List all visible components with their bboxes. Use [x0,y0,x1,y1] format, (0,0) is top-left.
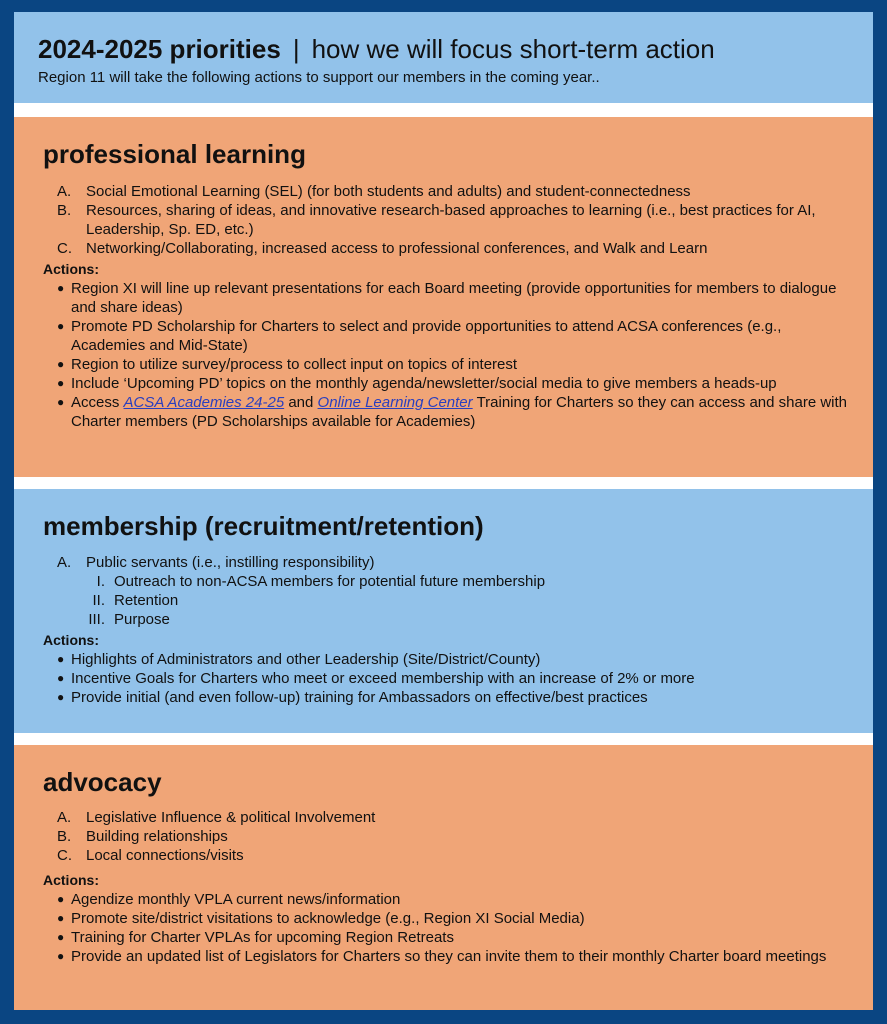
action-text: Agendize monthly VPLA current news/information [71,891,401,908]
bullet-icon: ● [57,652,65,666]
section-title: advocacy [43,767,162,797]
section-advocacy [14,745,873,1010]
list-item-text: Resources, sharing of ideas, and innovative research-based approaches to learning (i.e., best practices for AI, Leadership, Sp. ED, etc.) [86,202,816,238]
actions-label: Actions: [43,632,99,648]
action-item [43,890,851,909]
actions-list [43,890,851,966]
section-body [43,182,851,431]
action-text [71,393,851,431]
list-item [43,553,851,572]
sub-list-item [43,591,851,610]
list-marker: C. [57,240,72,257]
list-marker: A. [57,809,72,826]
section-professional-learning [14,117,873,477]
list-item-text: Purpose [114,611,170,628]
list-item-text: Retention [114,592,179,609]
priority-list [43,182,851,258]
action-item [43,317,851,355]
actions-label: Actions: [43,872,99,888]
action-text: Provide initial (and even follow-up) training for Ambassadors on effective/best practices [71,689,648,706]
actions-list [43,650,851,707]
action-prefix: Access [71,394,120,411]
action-text: Training for Charter VPLAs for upcoming Region Retreats [71,929,454,946]
section-title: membership (recruitment/retention) [43,511,484,541]
action-text: Incentive Goals for Charters who meet or exceed membership with an increase of 2% or more [71,670,695,687]
list-item-text: Outreach to non-ACSA members for potential future membership [114,573,546,590]
list-item-text: Building relationships [86,828,228,845]
action-item [43,688,851,707]
bullet-icon: ● [57,395,65,409]
list-marker: A. [57,183,72,200]
list-item-text: Local connections/visits [86,847,244,864]
divider [14,103,873,117]
action-middle: and [288,394,314,411]
priority-list [43,553,851,629]
action-item [43,669,851,688]
action-item [43,279,851,317]
action-text: Highlights of Administrators and other Leadership (Site/District/County) [71,651,541,668]
action-item [43,355,851,374]
list-marker: A. [57,554,72,571]
bullet-icon: ● [57,357,65,371]
header-panel [14,12,873,103]
title-rest: how we will focus short-term action [311,34,715,64]
action-text: Promote site/district visitations to acknowledge (e.g., Region XI Social Media) [71,910,585,927]
list-item [43,827,851,846]
online-learning-center-link[interactable]: Online Learning Center [317,394,473,411]
action-text: Region XI will line up relevant presentations for each Board meeting (provide opportunities for members to dialogue and share ideas) [71,280,837,316]
list-marker: B. [57,828,72,845]
section-title: professional learning [43,139,306,169]
bullet-icon: ● [57,911,65,925]
list-item [43,182,851,201]
list-item-text: Legislative Influence & political Involvement [86,809,376,826]
title-separator: | [292,34,300,64]
list-marker: I. [96,573,105,590]
list-item-text: Social Emotional Learning (SEL) (for both students and adults) and student-connectedness [86,183,691,200]
title-bold: 2024-2025 priorities [38,34,281,64]
bullet-icon: ● [57,949,65,963]
action-text: Include ‘Upcoming PD’ topics on the monthly agenda/newsletter/social media to give members a heads-up [71,375,777,392]
list-marker: II. [92,592,105,609]
bullet-icon: ● [57,930,65,944]
action-text: Provide an updated list of Legislators for Charters so they can invite them to their monthly Charter board meetings [71,948,827,965]
action-item [43,909,851,928]
list-item-text: Networking/Collaborating, increased access to professional conferences, and Walk and Learn [86,240,708,257]
sub-list-item [43,572,851,591]
action-text: Promote PD Scholarship for Charters to select and provide opportunities to attend ACSA conferences (e.g., Academies and Mid-State) [71,318,782,354]
list-item [43,239,851,258]
page-subtitle: Region 11 will take the following actions to support our members in the coming year.. [38,69,600,86]
divider [14,733,873,745]
actions-label: Actions: [43,261,99,277]
list-marker: B. [57,202,72,219]
page-title [38,34,873,64]
action-item [43,393,851,431]
bullet-icon: ● [57,671,65,685]
list-item-text: Public servants (i.e., instilling responsibility) [86,554,375,571]
list-item [43,808,851,827]
bullet-icon: ● [57,319,65,333]
divider [14,477,873,489]
academies-link[interactable]: ACSA Academies 24-25 [123,394,285,411]
action-text: Region to utilize survey/process to collect input on topics of interest [71,356,518,373]
action-suffix: Training for Charters so they can access and share with Charter members (PD Scholarships available for Academies) [71,394,848,430]
action-item [43,374,851,393]
action-item [43,650,851,669]
action-item [43,947,851,966]
bullet-icon: ● [57,376,65,390]
bullet-icon: ● [57,690,65,704]
section-body [43,808,851,966]
list-item [43,201,851,239]
priority-list [43,808,851,865]
bullet-icon: ● [57,281,65,295]
list-marker: C. [57,847,72,864]
action-item [43,928,851,947]
list-item [43,846,851,865]
sub-list-item [43,610,851,629]
section-body [43,553,851,707]
bullet-icon: ● [57,892,65,906]
section-membership [14,489,873,733]
list-marker: III. [88,611,105,628]
actions-list [43,279,851,431]
